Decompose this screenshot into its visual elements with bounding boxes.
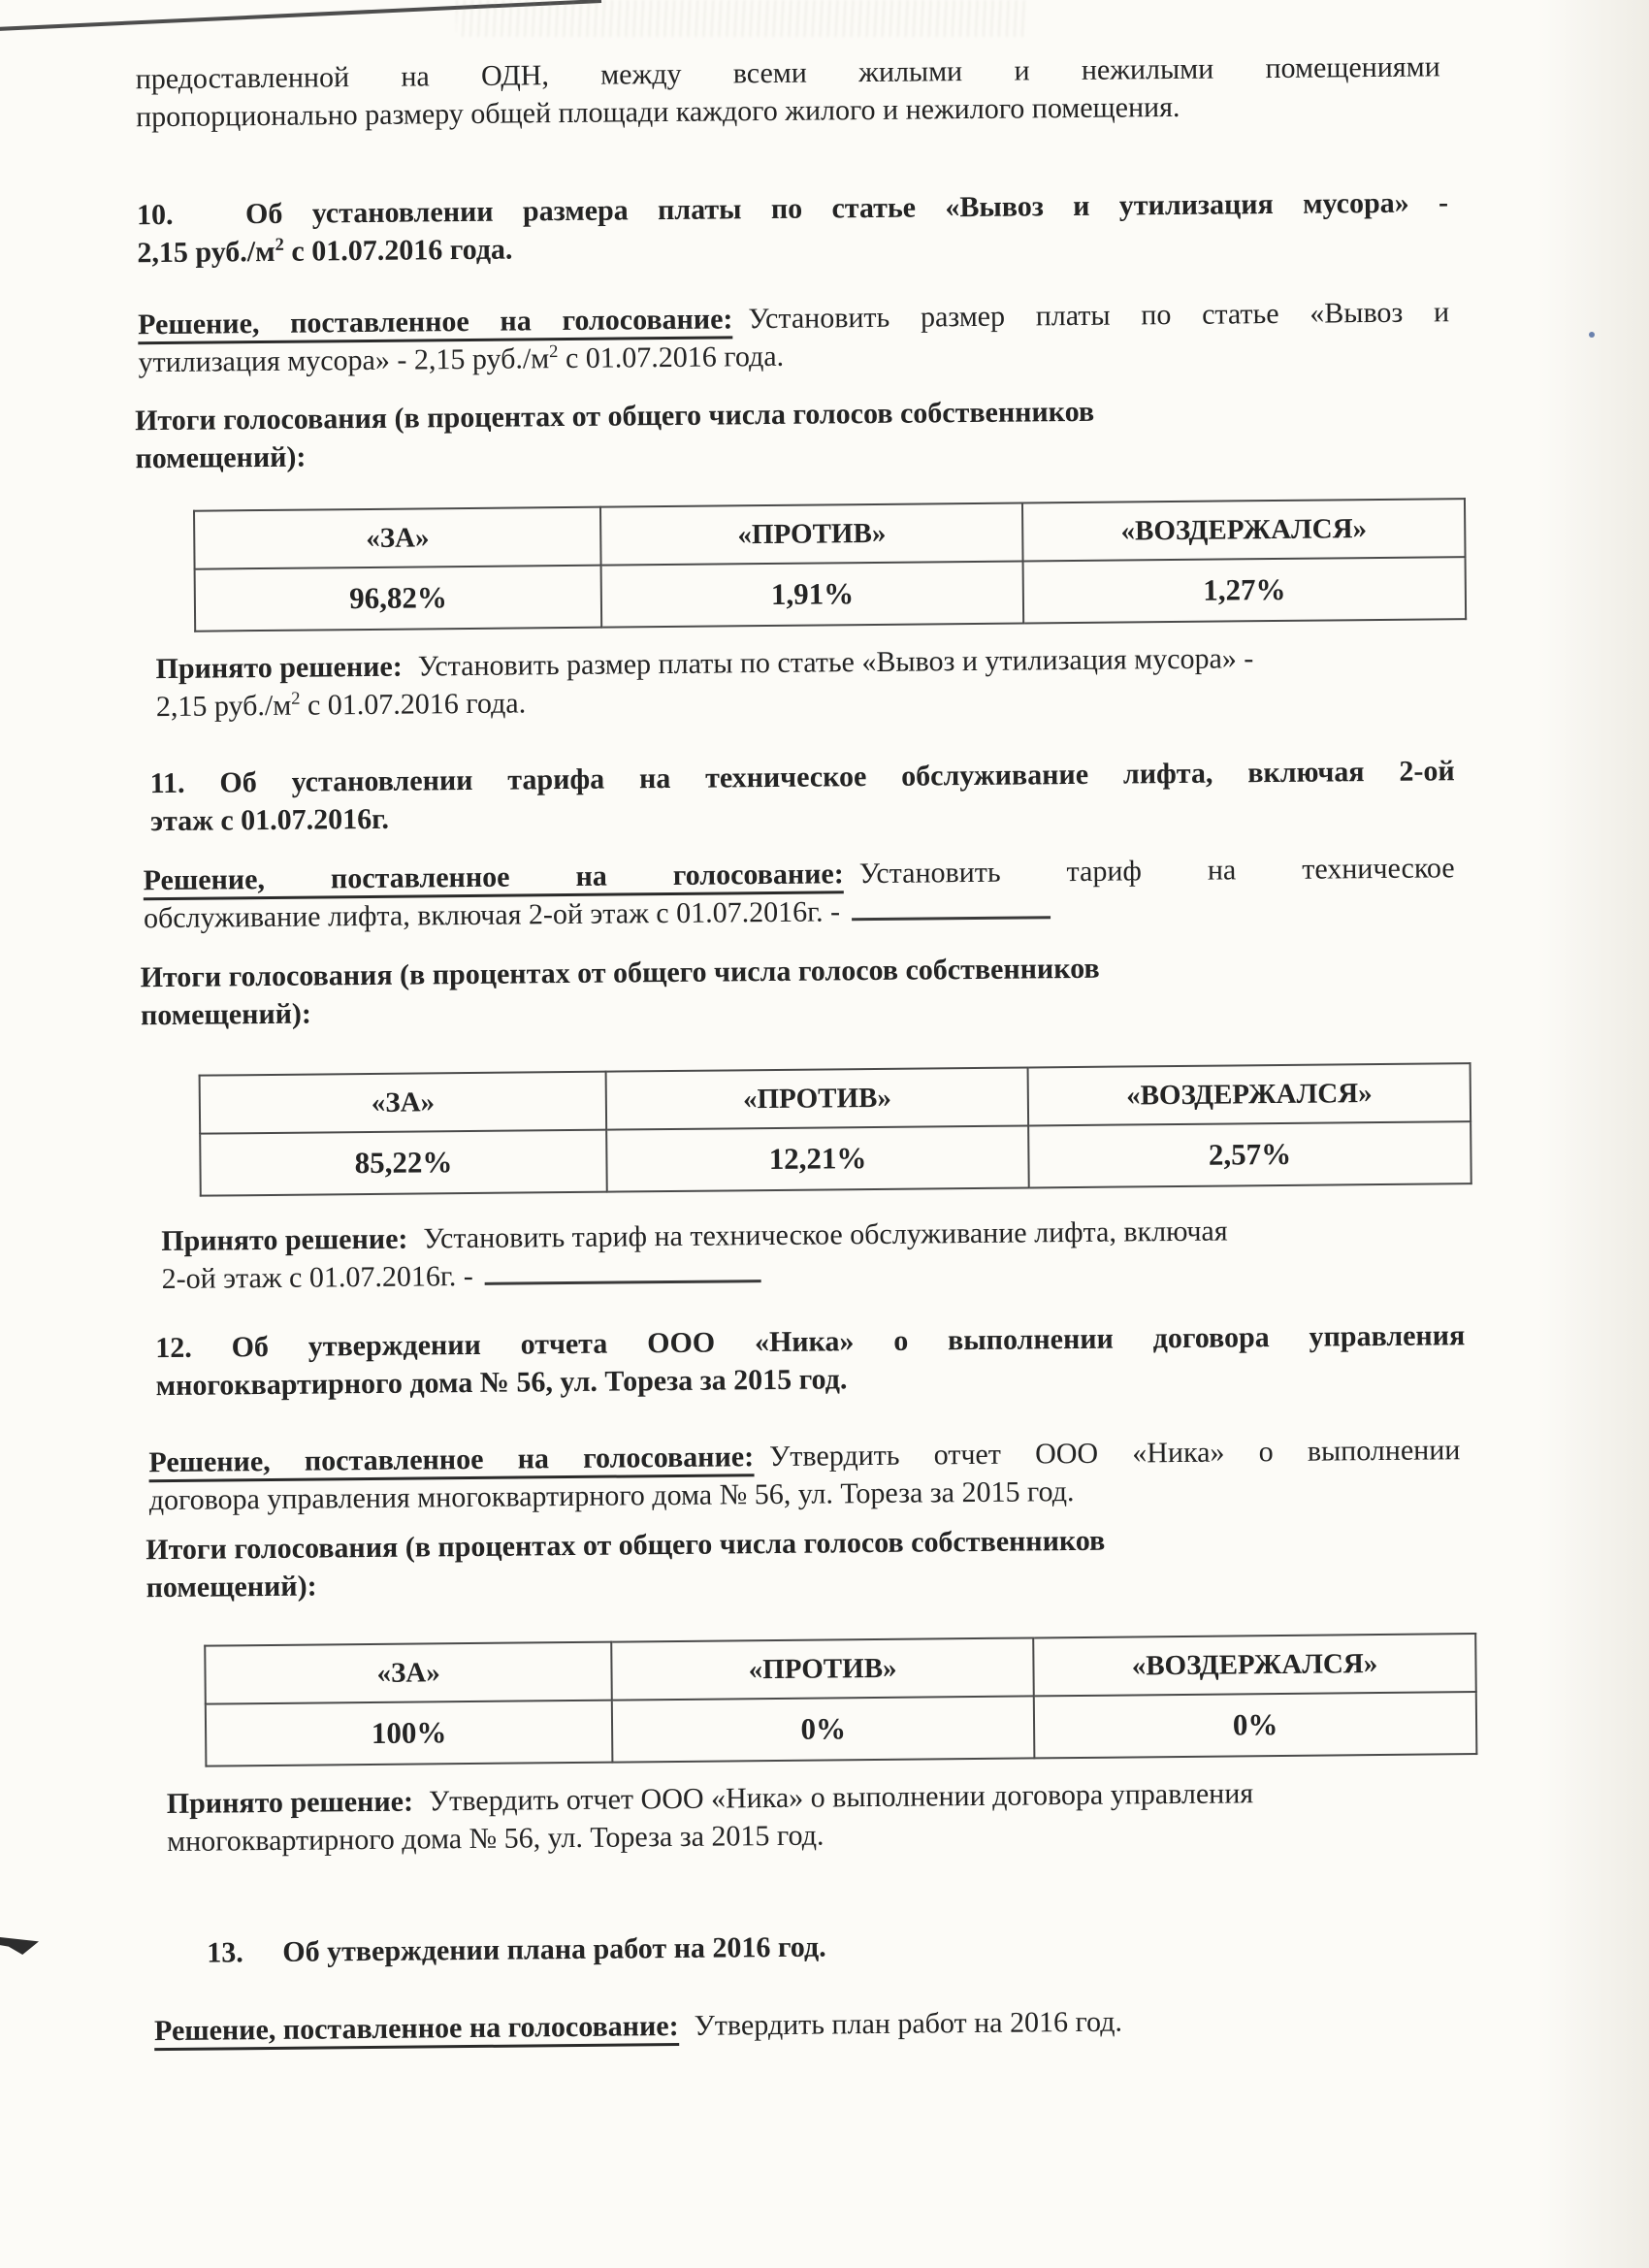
resolution-paragraph-12: Решение, поставленное на голосование: Утвердить отчет ООО «Ника» о выполнении договора управления многоквартирного дома № 56, ул. Тореза за 2015 год. bbox=[148, 1434, 1461, 1517]
vote-value-protiv: 1,91% bbox=[601, 561, 1024, 627]
table-header-protiv: «ПРОТИВ» bbox=[600, 503, 1022, 566]
superscript-2: 2 bbox=[275, 234, 284, 255]
item-10-heading-line-2: 2,15 $руб./м^2$ с 01.07.2016 года. bbox=[137, 233, 513, 270]
blank-underline bbox=[485, 1274, 761, 1285]
vote-value-vozderzhalsya: 2,57% bbox=[1028, 1121, 1471, 1187]
table-header-za: «ЗА» bbox=[205, 1642, 612, 1704]
table-header-vozderzhalsya: «ВОЗДЕРЖАЛСЯ» bbox=[1022, 499, 1465, 561]
item-12-heading-line-1: 12. Об утверждении отчета ООО «Ника» о выполнении договора управления bbox=[155, 1319, 1466, 1365]
blank-underline bbox=[852, 910, 1051, 921]
table-header-za: «ЗА» bbox=[200, 1072, 607, 1134]
item-11-heading-line-2: этаж с 01.07.2016г. bbox=[149, 802, 390, 838]
item-10-heading-line-1: 10. Об установлении размера платы по статье «Вывоз и утилизация мусора» - bbox=[137, 183, 1448, 234]
decision-label: Принято решение: bbox=[166, 1785, 414, 1821]
table-value-row bbox=[206, 1692, 1477, 1766]
decision-label: Принято решение: bbox=[161, 1222, 408, 1258]
item-10-number: 10. bbox=[136, 198, 174, 232]
table-header-vozderzhalsya: «ВОЗДЕРЖАЛСЯ» bbox=[1033, 1634, 1475, 1696]
vote-results-table-10 bbox=[193, 498, 1467, 632]
agenda-item-13-heading: 13. Об утверждении плана работ на 2016 год. bbox=[207, 1922, 1468, 1971]
table-header-protiv: «ПРОТИВ» bbox=[606, 1067, 1028, 1129]
resolution-label: Решение, поставленное на голосование: bbox=[138, 303, 733, 344]
table-header-za: «ЗА» bbox=[194, 507, 601, 569]
resolution-paragraph-13: Решение, поставленное на голосование: Утвердить план работ на 2016 год. bbox=[154, 1999, 1466, 2050]
resolution-label: Решение, поставленное на голосование: bbox=[154, 2010, 679, 2051]
vote-results-heading-10: Итоги голосования (в процентах от общего числа голосов собственников помещений): bbox=[134, 395, 1095, 475]
table-value-row bbox=[195, 557, 1467, 632]
agenda-item-12-heading bbox=[155, 1316, 1466, 1405]
agenda-item-10-heading bbox=[137, 183, 1449, 272]
table-header-protiv: «ПРОТИВ» bbox=[611, 1637, 1033, 1700]
vote-results-table-12 bbox=[204, 1633, 1477, 1767]
item-11-heading-line-1: 11. Об установлении тарифа на техническое обслуживание лифта, включая 2-ой bbox=[149, 755, 1455, 800]
intro-line-1: предоставленной на ОДН, между всеми жилыми и нежилыми помещениями bbox=[135, 50, 1440, 96]
superscript-2: 2 bbox=[549, 341, 559, 363]
vote-results-heading-12: Итоги голосования (в процентах от общего числа голосов собственников помещений): bbox=[146, 1524, 1106, 1604]
vote-value-protiv: 0% bbox=[612, 1696, 1035, 1762]
resolution-label: Решение, поставленное на голосование: bbox=[148, 1441, 754, 1482]
table-value-row bbox=[200, 1121, 1471, 1196]
intro-line-2: пропорционально размеру общей площади каждого жилого и нежилого помещения. bbox=[135, 90, 1180, 134]
item-13-number: 13. bbox=[207, 1936, 243, 1969]
vote-value-za: 96,82% bbox=[195, 566, 602, 632]
vote-results-table-11 bbox=[199, 1062, 1472, 1197]
agenda-item-11-heading bbox=[150, 752, 1456, 840]
resolution-label: Решение, поставленное на голосование: bbox=[144, 858, 844, 900]
vote-value-vozderzhalsya: 0% bbox=[1034, 1692, 1476, 1758]
vote-value-vozderzhalsya: 1,27% bbox=[1023, 557, 1466, 623]
decision-paragraph-10: Принято решение: Установить размер платы по статье «Вывоз и утилизация мусора» - 2,15 $руб./м^2$ с 01.07.2016 года. bbox=[155, 642, 1254, 724]
vote-value-protiv: 12,21% bbox=[606, 1125, 1029, 1191]
intro-paragraph bbox=[136, 48, 1441, 136]
decision-paragraph-11: Принято решение: Установить тариф на техническое обслуживание лифта, включая 2-ой этаж с 01.07.2016г. - bbox=[161, 1215, 1228, 1296]
vote-value-za: 100% bbox=[206, 1701, 613, 1766]
decision-label: Принято решение: bbox=[155, 650, 403, 686]
decision-paragraph-12: Принято решение: Утвердить отчет ООО «Ника» о выполнении договора управления многоквартирного дома № 56, ул. Тореза за 2015 год. bbox=[166, 1777, 1254, 1859]
vote-value-za: 85,22% bbox=[200, 1130, 607, 1196]
table-header-vozderzhalsya: «ВОЗДЕРЖАЛСЯ» bbox=[1028, 1063, 1471, 1125]
vote-results-heading-11: Итоги голосования (в процентах от общего числа голосов собственников помещений): bbox=[140, 952, 1100, 1032]
item-12-heading-line-2: многоквартирного дома № 56, ул. Тореза за 2015 год. bbox=[155, 1363, 848, 1403]
resolution-paragraph-11: Решение, поставленное на голосование: Установить тариф на техническое обслуживание лифта, включая 2-ой этаж с 01.07.2016г. - bbox=[143, 852, 1455, 935]
resolution-paragraph-10: Решение, поставленное на голосование: Установить размер платы по статье «Вывоз и утилизация мусора» - 2,15 $руб./м^2$ с 01.07.2016 года. bbox=[138, 296, 1450, 379]
superscript-2: 2 bbox=[291, 688, 301, 709]
